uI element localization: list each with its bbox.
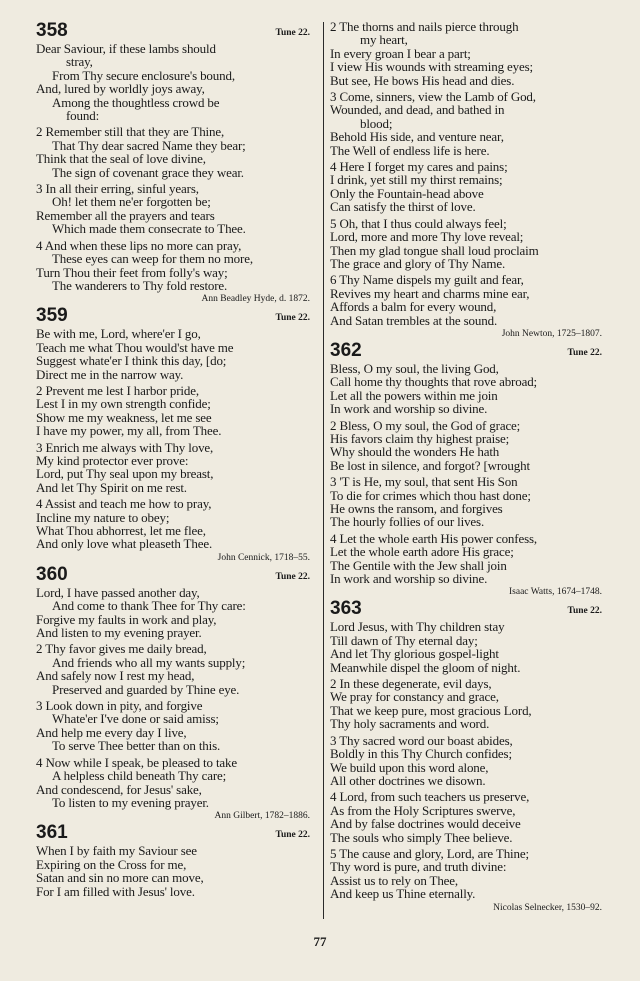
verse-line: Then my glad tongue shall loud proclaim: [330, 242, 539, 258]
verse: [330, 362, 608, 416]
verse-line: Be lost in silence, and forgot? [wrought: [330, 457, 530, 473]
verse-line: Satan and sin no more can move,: [36, 870, 204, 886]
verse-line: 4 Let the whole earth His power confess,: [330, 530, 537, 546]
hymn-attribution: Nicolas Selnecker, 1530–92.: [493, 902, 602, 913]
verse-line: My kind protector ever prove:: [36, 452, 189, 468]
verse-line: Thy holy sacraments and word.: [330, 716, 490, 732]
verse-line: Lord, I have passed another day,: [36, 584, 200, 600]
verse-line: 3 'T is He, my soul, that sent His Son: [330, 474, 518, 490]
hymn-number: 359: [36, 305, 68, 327]
verse-line: And, lured by worldly joys away,: [36, 81, 205, 97]
hymn: [36, 822, 316, 898]
verse-line: Only the Fountain-head above: [330, 185, 484, 201]
column-divider: [323, 22, 324, 919]
verse: [36, 586, 316, 640]
verse-line: Lord, more and more Thy love reveal;: [330, 229, 524, 245]
verse-line: found:: [66, 108, 100, 124]
verse-line: Show me my weakness, let me see: [36, 409, 212, 425]
verse: [36, 844, 316, 898]
verse-line: And let Thy Spirit on me rest.: [36, 479, 187, 495]
hymn-header: [36, 822, 316, 844]
verse: [36, 239, 316, 293]
verse-line: And come to thank Thee for Thy care:: [52, 598, 246, 614]
verse-line: The souls who simply Thee believe.: [330, 829, 513, 845]
verse-line: Suggest whate'er I think this day, [do;: [36, 353, 227, 369]
verse-line: Till dawn of Thy eternal day;: [330, 632, 478, 648]
verse: [36, 42, 316, 122]
verse-line: Whate'er I've done or said amiss;: [52, 711, 219, 727]
verse-line: And keep us Thine eternally.: [330, 886, 476, 902]
verse-line: As from the Holy Scriptures swerve,: [330, 802, 516, 818]
verse-line: Revives my heart and charms mine ear,: [330, 285, 530, 301]
verse: [330, 160, 608, 214]
verse-line: And let Thy glorious gospel-light: [330, 646, 499, 662]
verse: [36, 182, 316, 236]
verse-line: A helpless child beneath Thy care;: [52, 768, 227, 784]
verse-line: 4 And when these lips no more can pray,: [36, 237, 242, 253]
verse: [330, 790, 608, 844]
tune-label: Tune 22.: [567, 606, 602, 617]
verse-line: In work and worship so divine.: [330, 571, 488, 587]
verse-line: We build upon this word alone,: [330, 759, 489, 775]
verse-line: Forgive my faults in work and play,: [36, 611, 217, 627]
verse-line: Teach me what Thou would'st have me: [36, 339, 234, 355]
verse: [36, 384, 316, 438]
verse-line: Call home thy thoughts that rove abroad;: [330, 374, 538, 390]
right-column: [330, 20, 608, 914]
hymn-header: [330, 340, 608, 362]
verse: [330, 217, 608, 271]
verse-line: 2 The thorns and nails pierce through: [330, 19, 519, 34]
tune-label: Tune 22.: [275, 571, 310, 582]
verse-line: Dear Saviour, if these lambs should: [36, 41, 216, 56]
verse-line: In every groan I bear a part;: [330, 45, 471, 61]
verse-line: That Thy dear sacred Name they bear;: [52, 137, 246, 153]
verse-line: And safely now I rest my head,: [36, 668, 195, 684]
verse-line: 4 Now while I speak, be pleased to take: [36, 754, 238, 770]
hymn-header: [36, 305, 316, 327]
hymn: [330, 598, 608, 913]
verse-line: 2 In these degenerate, evil days,: [330, 676, 492, 692]
verse: [330, 20, 608, 87]
verse-line: In work and worship so divine.: [330, 401, 488, 417]
verse-line: 5 The cause and glory, Lord, are Thine;: [330, 845, 529, 861]
verse-line: Preserved and guarded by Thine eye.: [52, 681, 240, 697]
hymn: [36, 305, 316, 564]
verse-line: And listen to my evening prayer.: [36, 625, 202, 641]
verse-line: Let all the powers within me join: [330, 387, 498, 403]
verse-line: stray,: [66, 54, 93, 70]
verse-line: Which made them consecrate to Thee.: [52, 221, 246, 237]
hymn-header: [36, 564, 316, 586]
verse-line: 4 Assist and teach me how to pray,: [36, 496, 212, 512]
hymn-number: 358: [36, 20, 68, 41]
verse-line: Lest I in my own strength confide;: [36, 396, 211, 412]
verse-line: Lord Jesus, with Thy children stay: [330, 619, 505, 635]
verse-line: And condescend, for Jesus' sake,: [36, 781, 202, 797]
verse-line: Thy word is pure, and truth divine:: [330, 859, 507, 875]
verse-line: Turn Thou their feet from folly's way;: [36, 264, 228, 280]
verse-line: 3 Look down in pity, and forgive: [36, 698, 203, 714]
verse-line: That we keep pure, most gracious Lord,: [330, 702, 532, 718]
verse-line: The Gentile with the Jew shall join: [330, 557, 507, 573]
verse-line: From Thy secure enclosure's bound,: [52, 67, 235, 83]
verse-line: Among the thoughtless crowd be: [52, 94, 220, 110]
verse: [330, 677, 608, 731]
verse-line: 2 Bless, O my soul, the God of grace;: [330, 417, 521, 433]
verse: [330, 847, 608, 901]
hymn: [330, 20, 608, 340]
verse-line: 3 Enrich me always with Thy love,: [36, 439, 214, 455]
verse-line: Affords a balm for every wound,: [330, 299, 497, 315]
verse: [330, 90, 608, 157]
verse-line: Bless, O my soul, the living God,: [330, 360, 499, 376]
verse-line: Can satisfy the thirst of love.: [330, 199, 476, 215]
verse-line: 4 Lord, from such teachers us preserve,: [330, 789, 530, 805]
verse-line: And only love what pleaseth Thee.: [36, 536, 213, 552]
verse-line: The hourly follies of our lives.: [330, 514, 485, 530]
verse-line: All other doctrines we disown.: [330, 772, 486, 788]
verse-line: We pray for constancy and grace,: [330, 689, 499, 705]
verse-line: 5 Oh, that I thus could always feel;: [330, 215, 507, 231]
verse: [36, 125, 316, 179]
verse-line: 3 In all their erring, sinful years,: [36, 181, 199, 197]
verse-line: The wanderers to Thy fold restore.: [52, 277, 228, 293]
verse: [330, 532, 608, 586]
verse: [36, 441, 316, 495]
hymn-number: 362: [330, 339, 362, 361]
verse-line: Assist us to rely on Thee,: [330, 872, 459, 888]
verse-line: To die for crimes which thou hast done;: [330, 487, 531, 503]
hymn: [36, 20, 316, 305]
verse-line: And friends who all my wants supply;: [52, 654, 246, 670]
hymn: [330, 340, 608, 599]
verse-line: Boldly in this Thy Church confides;: [330, 746, 512, 762]
hymn-number: 360: [36, 563, 68, 585]
verse-line: Direct me in the narrow way.: [36, 366, 184, 382]
left-column: [36, 20, 316, 901]
tune-label: Tune 22.: [275, 313, 310, 324]
verse: [36, 642, 316, 696]
verse-line: To serve Thee better than on this.: [52, 738, 221, 754]
hymn-header: [36, 20, 316, 42]
verse-line: The sign of covenant grace they wear.: [52, 164, 244, 180]
verse: [330, 734, 608, 788]
verse-line: When I by faith my Saviour see: [36, 843, 197, 859]
tune-label: Tune 22.: [567, 347, 602, 358]
verse-line: His favors claim thy highest praise;: [330, 430, 510, 446]
hymn: [36, 564, 316, 823]
verse-line: Behold His side, and venture near,: [330, 129, 504, 145]
tune-label: Tune 22.: [275, 830, 310, 841]
verse-line: 3 Thy sacred word our boast abides,: [330, 732, 513, 748]
verse-line: blood;: [360, 115, 393, 131]
verse-line: These eyes can weep for them no more,: [52, 251, 253, 267]
verse-line: Expiring on the Cross for me,: [36, 856, 187, 872]
verse-line: For I am filled with Jesus' love.: [36, 883, 195, 899]
verse: [330, 273, 608, 327]
hymn-number: 361: [36, 822, 68, 844]
page-number: 77: [313, 934, 327, 949]
verse: [330, 620, 608, 674]
verse-line: 2 Thy favor gives me daily bread,: [36, 641, 207, 657]
verse-line: I view His wounds with streaming eyes;: [330, 59, 533, 75]
verse-line: 6 Thy Name dispels my guilt and fear,: [330, 272, 524, 288]
hymn-number: 363: [330, 598, 362, 620]
verse-line: Oh! let them ne'er forgotten be;: [52, 194, 211, 210]
verse: [36, 497, 316, 551]
verse-line: Lord, put Thy seal upon my breast,: [36, 466, 214, 482]
verse-line: Remember all the prayers and tears: [36, 207, 215, 223]
verse-line: And Satan trembles at the sound.: [330, 312, 498, 328]
verse-line: Incline my nature to obey;: [36, 509, 170, 525]
verse-line: Wounded, and dead, and bathed in: [330, 102, 505, 118]
verse-line: And by false doctrines would deceive: [330, 816, 521, 832]
verse-line: And help me every day I live,: [36, 724, 187, 740]
verse-line: Think that the seal of love divine,: [36, 151, 206, 167]
hymn-header: [330, 598, 608, 620]
verse-line: I have my power, my all, from Thee.: [36, 423, 222, 439]
verse-line: I drink, yet still my thirst remains;: [330, 172, 503, 188]
hymn-attribution: Isaac Watts, 1674–1748.: [509, 587, 602, 598]
verse-line: But see, He bows His head and dies.: [330, 72, 515, 88]
verse-line: 4 Here I forget my cares and pains;: [330, 159, 508, 175]
verse-line: 3 Come, sinners, view the Lamb of God,: [330, 89, 536, 105]
tune-label: Tune 22.: [275, 28, 310, 38]
verse-line: Be with me, Lord, where'er I go,: [36, 326, 201, 342]
hymn-attribution: Ann Beadley Hyde, d. 1872.: [201, 294, 310, 305]
verse-line: my heart,: [360, 32, 408, 48]
hymn-attribution: Ann Gilbert, 1782–1886.: [214, 811, 310, 822]
verse: [36, 327, 316, 381]
hymn-attribution: John Cennick, 1718–55.: [217, 552, 310, 563]
verse-line: He owns the ransom, and forgives: [330, 501, 503, 516]
hymn-attribution: John Newton, 1725–1807.: [501, 328, 602, 339]
verse: [36, 699, 316, 753]
verse-line: 2 Remember still that they are Thine,: [36, 124, 225, 140]
verse-line: The grace and glory of Thy Name.: [330, 255, 506, 271]
verse-line: Why should the wonders He hath: [330, 444, 500, 460]
verse-line: What Thou abhorrest, let me flee,: [36, 523, 206, 538]
verse: [330, 419, 608, 473]
verse-line: 2 Prevent me lest I harbor pride,: [36, 382, 199, 398]
verse: [36, 756, 316, 810]
verse: [330, 475, 608, 529]
verse-line: The Well of endless life is here.: [330, 142, 490, 158]
verse-line: To listen to my evening prayer.: [52, 794, 209, 810]
verse-line: Meanwhile dispel the gloom of night.: [330, 659, 521, 675]
verse-line: Let the whole earth adore His grace;: [330, 544, 514, 560]
